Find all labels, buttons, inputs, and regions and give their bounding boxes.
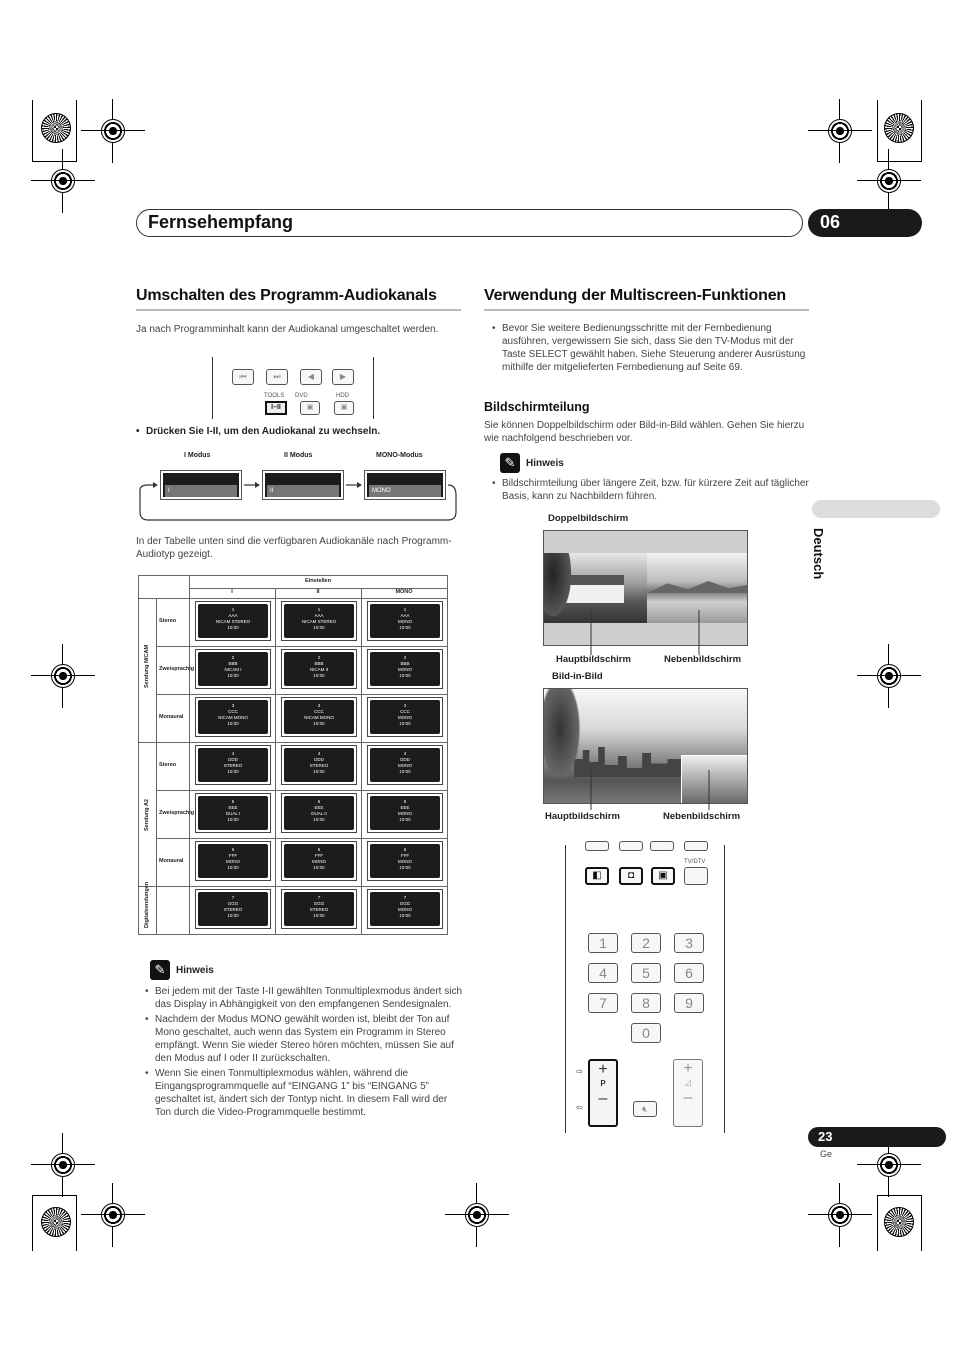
p-label: P bbox=[600, 1079, 606, 1088]
crop-mark bbox=[95, 113, 131, 149]
note-header-right bbox=[500, 453, 564, 473]
channel-info-line: 6 bbox=[403, 847, 407, 852]
channel-screen bbox=[195, 745, 271, 785]
number-key-3: 3 bbox=[674, 933, 704, 953]
channel-screen bbox=[195, 889, 271, 929]
channel-info-line: 2 bbox=[403, 655, 407, 660]
channel-info-line: MONO bbox=[398, 907, 412, 912]
channel-info-line: 5 bbox=[231, 799, 235, 804]
channel-info-line: NICAM MONO bbox=[218, 715, 248, 720]
channel-screen-content bbox=[284, 700, 354, 734]
channel-info-line: DUAL I bbox=[225, 811, 241, 816]
channel-info-line: 1 bbox=[231, 607, 235, 612]
note-item: • Nachdem der Modus MONO gewählt worden ist, bleibt der Ton auf Mono geschaltet, auch wenn das System ein Programm in Stereo empfängt. Wenn Sie wieder Stereo hören möchten, müssen Sie auf den Modus auf I oder II zurückschalten. bbox=[145, 1013, 463, 1065]
channel-info-line: 10:00 bbox=[399, 721, 411, 726]
channel-info-line: MONO bbox=[312, 859, 326, 864]
channel-info-line: EEE bbox=[314, 805, 324, 810]
channel-screen-content bbox=[198, 844, 268, 878]
channel-screen-content bbox=[198, 892, 268, 926]
channel-info-line: BBB bbox=[314, 661, 324, 666]
channel-info-line: GGG bbox=[227, 901, 239, 906]
channel-info-line: 2 bbox=[231, 655, 235, 660]
trim-line bbox=[32, 1195, 33, 1251]
channel-screen-content bbox=[198, 796, 268, 830]
section-heading-multiscreen: Verwendung der Multiscreen-Funktionen bbox=[484, 287, 786, 304]
channel-info-line: MONO bbox=[226, 859, 240, 864]
crop-mark bbox=[822, 1197, 858, 1233]
channel-info-line: 6 bbox=[231, 847, 235, 852]
channel-info-line: STEREO bbox=[309, 763, 329, 768]
channel-info-line: 10:00 bbox=[313, 913, 325, 918]
channel-info-line: 10:00 bbox=[227, 721, 239, 726]
mode-i-label: I Modus bbox=[184, 452, 211, 459]
trim-line bbox=[76, 100, 77, 162]
divider-line bbox=[212, 357, 213, 419]
prev-key: ⏮ bbox=[232, 369, 254, 385]
dvd-key: ▣ bbox=[300, 401, 320, 415]
table-intro: In der Tabelle unten sind die verfügbaren Audiokanäle nach Programm-Audiotyp gezeigt. bbox=[136, 536, 452, 560]
channel-screen-content bbox=[284, 892, 354, 926]
channel-info-line: MONO bbox=[398, 859, 412, 864]
top-key bbox=[585, 841, 609, 851]
channel-info-line: AAA bbox=[314, 613, 324, 618]
language-tab-bar bbox=[812, 500, 940, 518]
trim-line bbox=[877, 1195, 878, 1251]
note-header-left bbox=[150, 960, 214, 980]
heading-rule bbox=[136, 309, 461, 311]
channel-screen-content bbox=[198, 700, 268, 734]
trim-line bbox=[921, 1195, 922, 1251]
channel-info-line: NICAM I bbox=[224, 667, 242, 672]
crop-mark bbox=[822, 113, 858, 149]
channel-screen bbox=[281, 649, 357, 689]
channel-screen bbox=[195, 793, 271, 833]
number-key-2: 2 bbox=[631, 933, 661, 953]
pencil-icon: ✎ bbox=[150, 960, 170, 980]
channel-info-line: 4 bbox=[317, 751, 321, 756]
channel-info-line: GGG bbox=[399, 901, 411, 906]
language-tab-label: Deutsch bbox=[811, 528, 826, 580]
channel-screen bbox=[281, 601, 357, 641]
channel-screen-content bbox=[370, 652, 440, 686]
remote-control-illustration bbox=[565, 845, 725, 1133]
mode-i-value: I bbox=[165, 485, 237, 497]
channel-info-line: 7 bbox=[231, 895, 235, 900]
channel-info-line: 10:00 bbox=[227, 817, 239, 822]
audio-step bbox=[136, 425, 456, 440]
channel-info-line: 10:00 bbox=[399, 625, 411, 630]
crop-mark bbox=[45, 658, 81, 694]
number-key-6: 6 bbox=[674, 963, 704, 983]
split-text: Sie können Doppelbildschirm oder Bild-in-Bild wählen. Gehen Sie hierzu wie nachfolgend beschrieben vor. bbox=[484, 420, 805, 444]
channel-screen-content bbox=[284, 748, 354, 782]
subheading-split: Bildschirmteilung bbox=[484, 400, 590, 414]
crop-mark bbox=[45, 1147, 81, 1183]
channel-info-line: FFF bbox=[400, 853, 410, 858]
top-key bbox=[684, 841, 708, 851]
top-key bbox=[650, 841, 674, 851]
number-key-1: 1 bbox=[588, 933, 618, 953]
dual-top-band bbox=[544, 531, 748, 553]
channel-screen bbox=[367, 649, 443, 689]
channel-info-line: 5 bbox=[317, 799, 321, 804]
table-hline bbox=[156, 646, 447, 647]
channel-info-line: 7 bbox=[317, 895, 321, 900]
channel-info-line: 10:00 bbox=[227, 913, 239, 918]
table-hline bbox=[139, 598, 447, 599]
channel-info-line: DUAL II bbox=[311, 811, 327, 816]
channel-screen-content bbox=[370, 748, 440, 782]
channel-screen-content bbox=[370, 796, 440, 830]
mode-ii-label: II Modus bbox=[284, 452, 313, 459]
channel-screen bbox=[195, 649, 271, 689]
volume-rocker bbox=[673, 1059, 703, 1127]
table-vline bbox=[156, 598, 157, 934]
intro-bullet: • Bevor Sie weitere Bedienungsschritte mit der Fernbedienung ausführen, vergewissern Sie sich, dass Sie den TV-Modus mit der Taste SELECT gewählt haben. Siehe Steuerung anderer Ausrüstung mithilfe der mitgelieferten Fernbedienung auf Seite 69. bbox=[492, 322, 807, 374]
channel-screen-content bbox=[370, 892, 440, 926]
registration-rosette bbox=[41, 1207, 71, 1237]
table-vline bbox=[275, 588, 276, 934]
divider-line bbox=[373, 357, 374, 419]
minus-icon: – bbox=[598, 1090, 608, 1107]
channel-info-line: DDD bbox=[400, 757, 410, 762]
channel-info-line: MONO bbox=[398, 715, 412, 720]
mute-key: 🔇︎ bbox=[633, 1101, 657, 1117]
channel-info-line: NICAM STEREO bbox=[215, 619, 251, 624]
channel-info-line: 10:00 bbox=[313, 817, 325, 822]
channel-info-line: 10:00 bbox=[313, 625, 325, 630]
channel-info-line: NICAM II bbox=[309, 667, 329, 672]
channel-info-line: 10:00 bbox=[399, 913, 411, 918]
table-row-label: Stereo bbox=[159, 762, 177, 768]
number-key-4: 4 bbox=[588, 963, 618, 983]
crop-mark bbox=[45, 163, 81, 199]
table-col-ii: II bbox=[316, 589, 320, 595]
channel-screen-content bbox=[284, 844, 354, 878]
channel-screen-content bbox=[198, 652, 268, 686]
channel-info-line: 5 bbox=[403, 799, 407, 804]
table-hline bbox=[156, 694, 447, 695]
channel-info-line: 4 bbox=[403, 751, 407, 756]
table-row-label: Zweisprachig bbox=[159, 810, 195, 816]
channel-info-line: 3 bbox=[403, 703, 407, 708]
note-item: • Bildschirmteilung über längere Zeit, bzw. für kürzere Zeit auf täglicher Basis, kann zu Nachbildern führen. bbox=[492, 477, 810, 503]
chapter-number: 06 bbox=[808, 209, 922, 237]
channel-screen bbox=[195, 601, 271, 641]
channel-info-line: 10:00 bbox=[399, 673, 411, 678]
channel-info-line: 1 bbox=[403, 607, 407, 612]
table-col-i: I bbox=[231, 589, 233, 595]
channel-info-line: EEE bbox=[400, 805, 410, 810]
channel-info-line: 10:00 bbox=[227, 865, 239, 870]
channel-info-line: CCC bbox=[400, 709, 410, 714]
table-vline bbox=[361, 588, 362, 934]
channel-info-line: NICAM MONO bbox=[304, 715, 334, 720]
number-key-9: 9 bbox=[674, 993, 704, 1013]
mode-mono-value: MONO bbox=[369, 485, 441, 497]
channel-screen-content bbox=[370, 844, 440, 878]
channel-screen bbox=[367, 601, 443, 641]
channel-info-line: 10:00 bbox=[313, 673, 325, 678]
channel-info-line: 10:00 bbox=[313, 769, 325, 774]
tools-label: TOOLS bbox=[264, 393, 285, 399]
crop-mark bbox=[459, 1197, 495, 1233]
channel-info-line: 10:00 bbox=[227, 625, 239, 630]
notes-right bbox=[492, 477, 810, 505]
table-row-label: Stereo bbox=[159, 618, 177, 624]
channel-screen bbox=[367, 793, 443, 833]
dual-screen-key: ◧ bbox=[585, 867, 609, 885]
channel-screen-content bbox=[284, 652, 354, 686]
channel-info-line: 10:00 bbox=[227, 673, 239, 678]
fig-dual-title: Doppelbildschirm bbox=[548, 513, 629, 524]
channel-screen bbox=[195, 841, 271, 881]
channel-info-line: 10:00 bbox=[399, 865, 411, 870]
table-row-label: Monaural bbox=[159, 858, 184, 864]
channel-info-line: BBB bbox=[400, 661, 410, 666]
registration-rosette bbox=[41, 113, 71, 143]
channel-info-line: AAA bbox=[400, 613, 410, 618]
trim-line bbox=[877, 161, 922, 162]
channel-info-line: 3 bbox=[231, 703, 235, 708]
channel-screen bbox=[281, 841, 357, 881]
channel-info-line: NICAM STEREO bbox=[301, 619, 337, 624]
number-key-8: 8 bbox=[631, 993, 661, 1013]
trim-line bbox=[32, 161, 77, 162]
channel-info-line: STEREO bbox=[309, 907, 329, 912]
table-hline bbox=[156, 790, 447, 791]
tvdtv-label: TV/DTV bbox=[684, 859, 706, 865]
note-title-right: Hinweis bbox=[526, 457, 564, 469]
channel-screen bbox=[367, 745, 443, 785]
rewind-key: ◀ bbox=[300, 369, 322, 385]
channel-info-line: 4 bbox=[231, 751, 235, 756]
channel-info-line: MONO bbox=[398, 811, 412, 816]
channel-info-line: STEREO bbox=[223, 763, 243, 768]
channel-screen-content bbox=[284, 604, 354, 638]
pencil-icon: ✎ bbox=[500, 453, 520, 473]
audio-intro: Ja nach Programminhalt kann der Audiokanal umgeschaltet werden. bbox=[136, 324, 439, 335]
section-heading-audio: Umschalten des Programm-Audiokanals bbox=[136, 287, 437, 304]
note-item: • Bei jedem mit der Taste I-II gewählten Tonmultiplexmodus ändert sich das Display in Abhängigkeit von den empfangenen Sendesignalen. bbox=[145, 985, 463, 1011]
tvdtv-key bbox=[684, 867, 708, 885]
trim-line bbox=[32, 100, 33, 162]
channel-info-line: CCC bbox=[228, 709, 238, 714]
plus-icon: + bbox=[598, 1061, 608, 1078]
fig-dual-sub: Nebenbildschirm bbox=[664, 654, 742, 665]
channel-info-line: MONO bbox=[398, 667, 412, 672]
channel-screen bbox=[367, 697, 443, 737]
channel-info-line: FFF bbox=[228, 853, 238, 858]
fig-pip-main: Hauptbildschirm bbox=[545, 811, 620, 822]
table-col-mono: MONO bbox=[395, 589, 413, 595]
channel-screen bbox=[281, 745, 357, 785]
fig-dual-main: Hauptbildschirm bbox=[556, 654, 631, 665]
plus-icon: + bbox=[683, 1060, 693, 1077]
channel-info-line: 1 bbox=[317, 607, 321, 612]
page-number: 23 bbox=[808, 1127, 946, 1147]
channel-info-line: 3 bbox=[317, 703, 321, 708]
freeze-key: ▣ bbox=[651, 867, 675, 885]
channel-info-line: 10:00 bbox=[313, 865, 325, 870]
mode-ii-value: II bbox=[267, 485, 339, 497]
number-key-5: 5 bbox=[631, 963, 661, 983]
channel-screen-content bbox=[198, 748, 268, 782]
mode-mono-label: MONO-Modus bbox=[376, 452, 423, 459]
channel-info-line: 10:00 bbox=[227, 769, 239, 774]
input-icon: ⇨ bbox=[576, 1067, 583, 1076]
table-hline bbox=[139, 886, 447, 887]
channel-info-line: 10:00 bbox=[313, 721, 325, 726]
audio-step-item: • Drücken Sie I-II, um den Audiokanal zu wechseln. bbox=[136, 425, 456, 438]
dual-callouts bbox=[543, 610, 748, 660]
channel-screen bbox=[367, 841, 443, 881]
group-a2-label: Sendung A2 bbox=[144, 799, 150, 831]
note-item: • Wenn Sie einen Tonmultiplexmodus wählen, während die Eingangsprogrammquelle auf “EINGANG 1” bis “EINGANG 5” geschaltet ist, ändert sich der Tontyp nicht. In diesem Fall wird der Ton durch die Video-Programmquelle bestimmt. bbox=[145, 1067, 463, 1119]
crop-mark bbox=[871, 163, 907, 199]
table-row-label: Zweisprachig bbox=[159, 666, 195, 672]
fig-pip-title: Bild-in-Bild bbox=[552, 671, 603, 682]
channel-info-line: 2 bbox=[317, 655, 321, 660]
number-key-7: 7 bbox=[588, 993, 618, 1013]
channel-info-line: 6 bbox=[317, 847, 321, 852]
channel-screen-content bbox=[370, 700, 440, 734]
channel-info-line: BBB bbox=[228, 661, 238, 666]
channel-info-line: 10:00 bbox=[399, 817, 411, 822]
heading-rule bbox=[484, 309, 809, 311]
table-header: Einstellen bbox=[305, 578, 331, 584]
volume-icon: ◿ bbox=[684, 1078, 692, 1087]
channel-info-line: EEE bbox=[228, 805, 238, 810]
pip-callouts bbox=[543, 770, 748, 815]
note-title-left: Hinweis bbox=[176, 964, 214, 976]
group-digital-label: Digitalsendungen bbox=[144, 881, 150, 928]
forward-key: ▶ bbox=[332, 369, 354, 385]
group-nicam-label: Sendung NICAM bbox=[144, 644, 150, 688]
chapter-title: Fernsehempfang bbox=[148, 212, 294, 232]
remote-key-illustration bbox=[212, 357, 374, 419]
table-hline bbox=[156, 838, 447, 839]
channel-screen-content bbox=[370, 604, 440, 638]
trim-line bbox=[877, 1195, 922, 1196]
table-vline bbox=[189, 576, 190, 934]
pip-key: ◘ bbox=[619, 867, 643, 885]
channel-screen-content bbox=[198, 604, 268, 638]
crop-mark bbox=[871, 1147, 907, 1183]
page-lang: Ge bbox=[820, 1149, 833, 1159]
channel-screen bbox=[281, 889, 357, 929]
audio-channel-table bbox=[138, 575, 448, 935]
channel-screen bbox=[367, 889, 443, 929]
channel-info-line: DDD bbox=[228, 757, 238, 762]
table-hline bbox=[139, 742, 447, 743]
trim-line bbox=[877, 100, 878, 162]
channel-screen bbox=[281, 793, 357, 833]
channel-rocker bbox=[588, 1059, 618, 1127]
channel-info-line: FFF bbox=[314, 853, 324, 858]
top-key bbox=[619, 841, 643, 851]
channel-info-line: STEREO bbox=[223, 907, 243, 912]
i-ii-key: I–II bbox=[265, 401, 287, 415]
channel-info-line: 10:00 bbox=[399, 769, 411, 774]
channel-screen-content bbox=[284, 796, 354, 830]
hdd-label: HDD bbox=[336, 393, 349, 399]
input-icon: ⇦ bbox=[576, 1103, 583, 1112]
trim-line bbox=[32, 1195, 77, 1196]
minus-icon: – bbox=[683, 1089, 693, 1106]
channel-info-line: AAA bbox=[228, 613, 238, 618]
trim-line bbox=[76, 1195, 77, 1251]
next-key: ⏭ bbox=[266, 369, 288, 385]
channel-info-line: 7 bbox=[403, 895, 407, 900]
crop-mark bbox=[95, 1197, 131, 1233]
mode-cycle-arrows bbox=[138, 450, 458, 522]
number-key-0: 0 bbox=[631, 1023, 661, 1043]
registration-rosette bbox=[884, 1207, 914, 1237]
channel-info-line: GGG bbox=[313, 901, 325, 906]
channel-screen bbox=[281, 697, 357, 737]
fig-pip-sub: Nebenbildschirm bbox=[663, 811, 741, 822]
notes-left bbox=[145, 985, 463, 1121]
dvd-label: DVD bbox=[295, 393, 308, 399]
channel-screen bbox=[195, 697, 271, 737]
table-row-label: Monaural bbox=[159, 714, 184, 720]
hdd-key: ▣ bbox=[334, 401, 354, 415]
trim-line bbox=[921, 100, 922, 162]
channel-info-line: MONO bbox=[398, 619, 412, 624]
registration-rosette bbox=[884, 113, 914, 143]
channel-info-line: DDD bbox=[314, 757, 324, 762]
channel-info-line: CCC bbox=[314, 709, 324, 714]
crop-mark bbox=[871, 658, 907, 694]
multiscreen-intro bbox=[492, 322, 807, 376]
channel-info-line: MONO bbox=[398, 763, 412, 768]
mode-cycle-diagram bbox=[138, 450, 458, 522]
